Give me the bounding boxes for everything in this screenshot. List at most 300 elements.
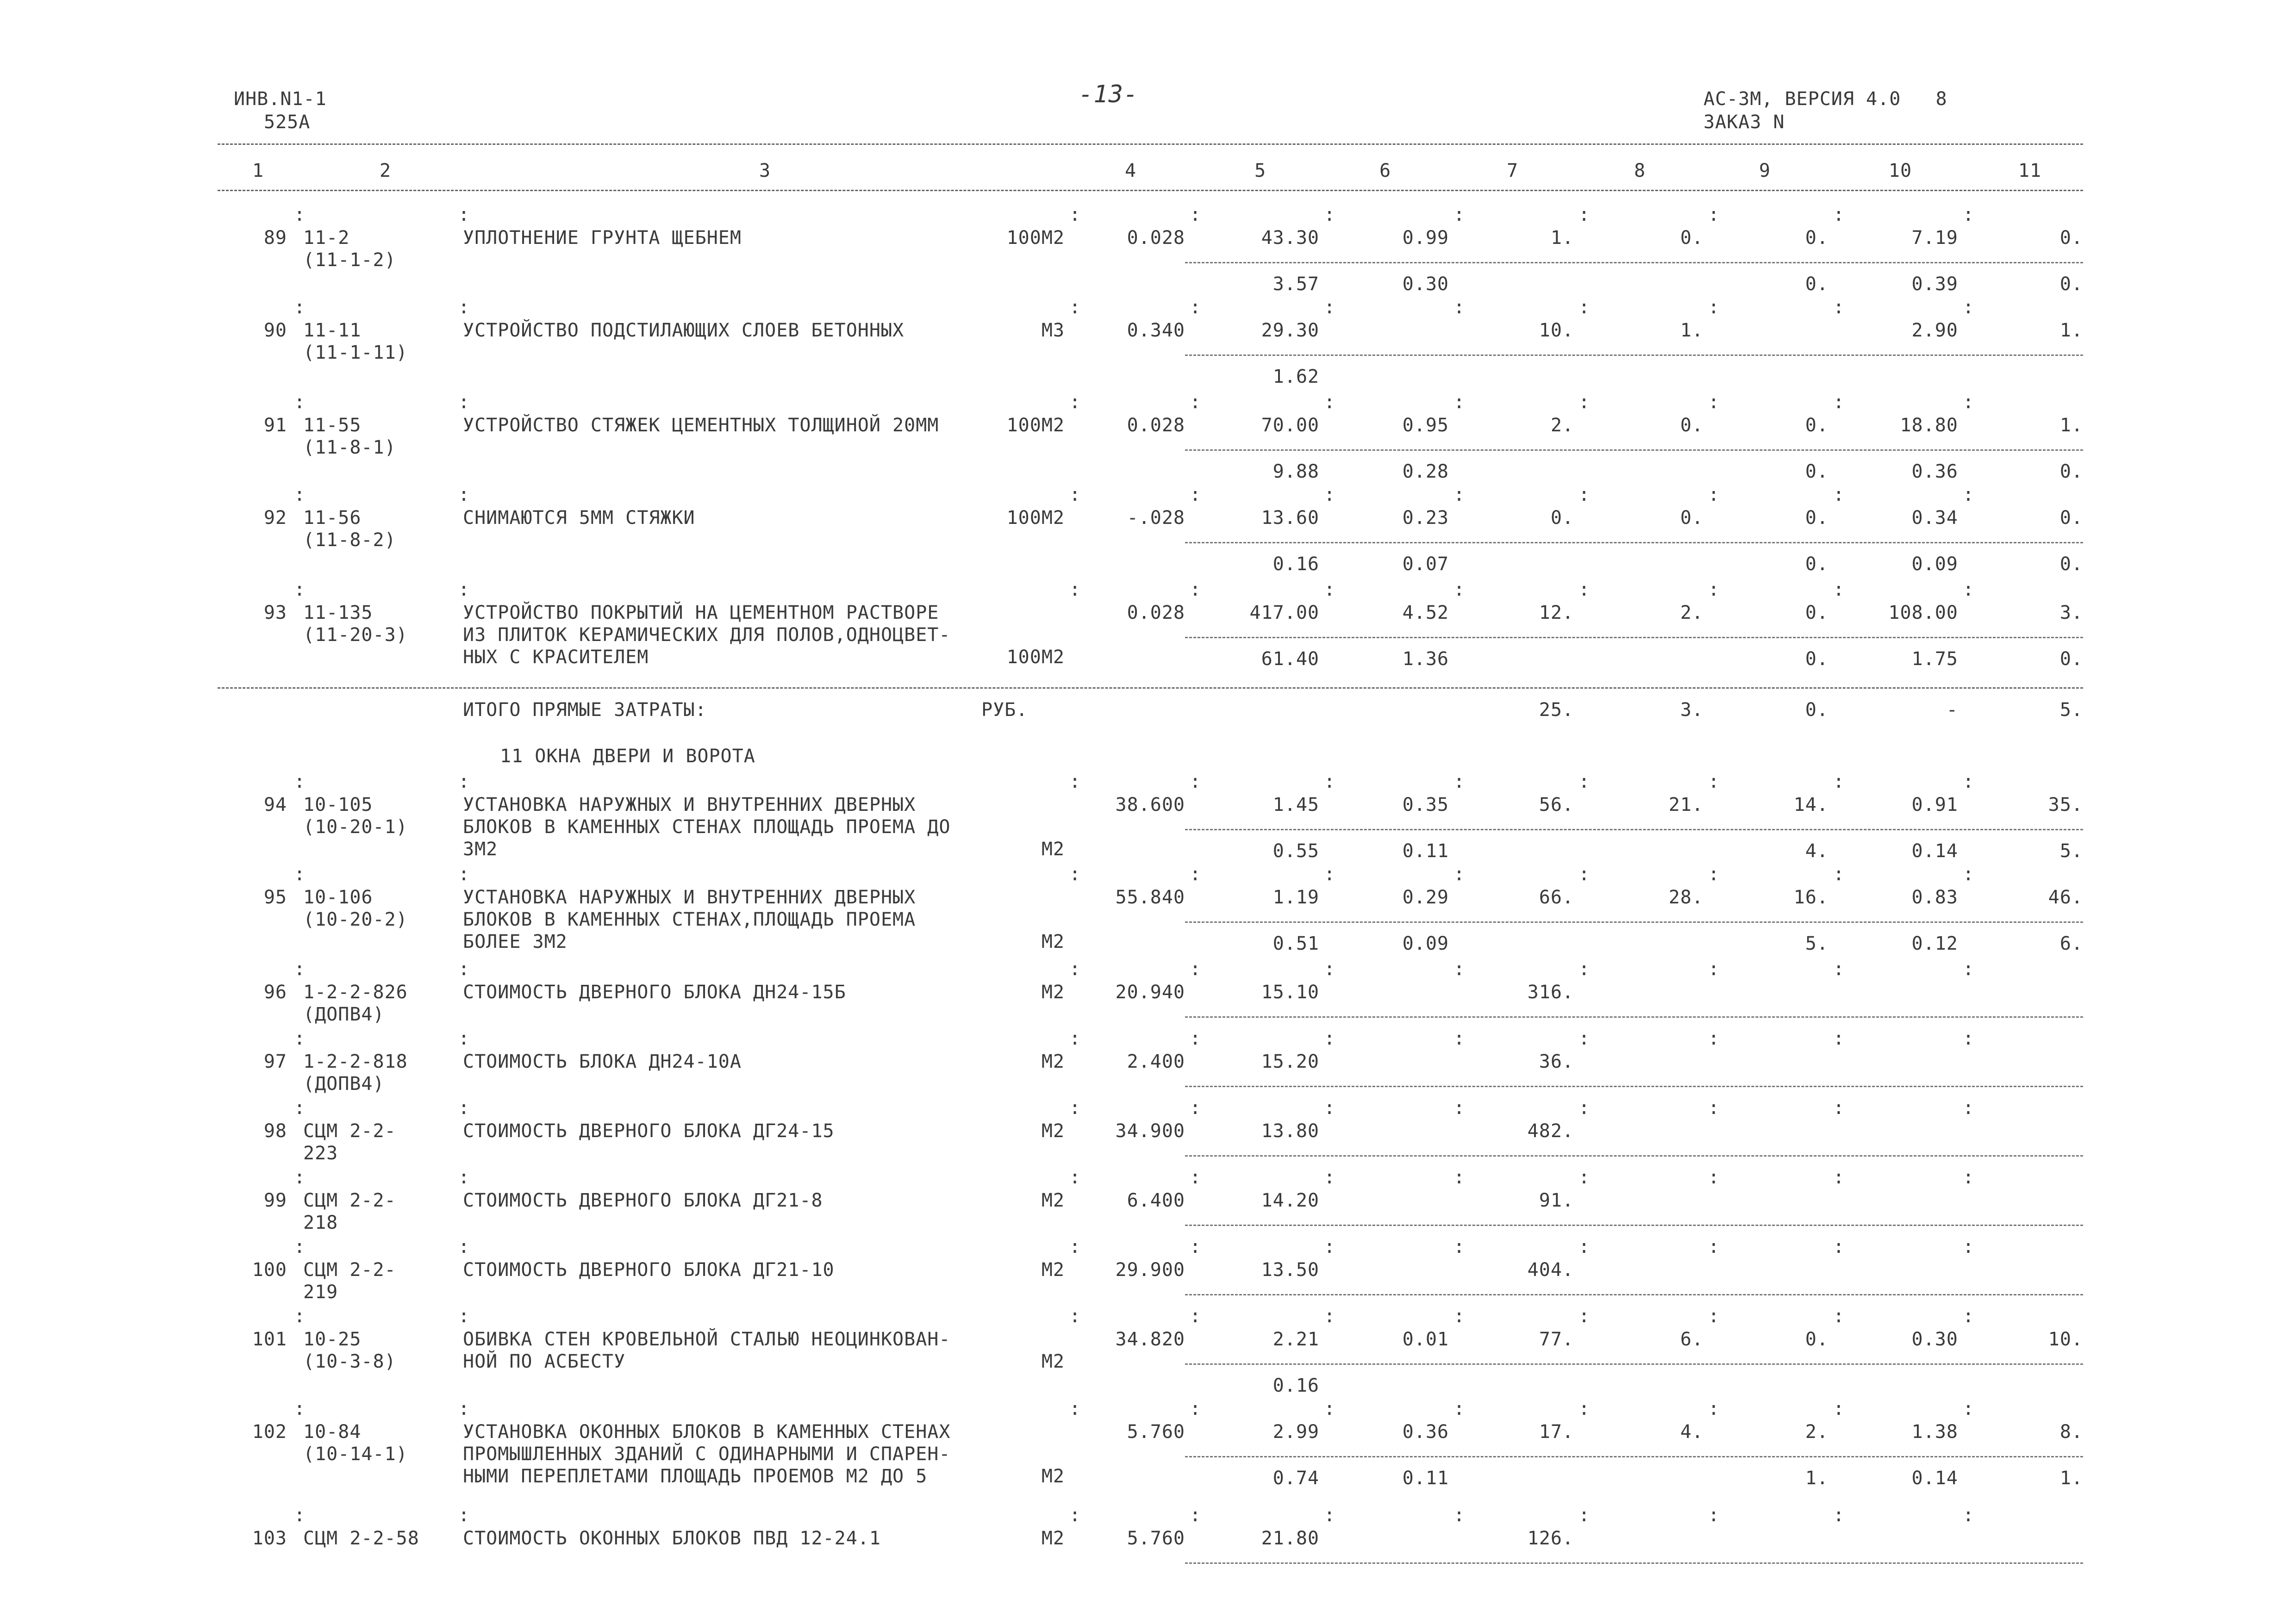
column-separator: :	[1963, 297, 1975, 318]
row-subdivider	[1185, 1562, 2083, 1564]
column-separator: :	[1190, 1236, 1202, 1257]
row-number: 101	[252, 1329, 287, 1350]
column-separator: :	[1069, 1398, 1081, 1419]
cell-col6: 0.99	[1402, 227, 1449, 249]
column-separator: :	[294, 1505, 306, 1526]
row-quantity: 6.400	[1127, 1190, 1185, 1211]
column-separator: :	[1963, 1306, 1975, 1327]
column-separator: :	[1578, 864, 1591, 885]
column-separator: :	[1833, 1167, 1845, 1188]
row-quantity: 34.900	[1115, 1120, 1185, 1142]
cell-col5-sub: 9.88	[1273, 461, 1319, 482]
row-code-ref: 218	[303, 1212, 338, 1233]
row-description: СТОИМОСТЬ ОКОННЫХ БЛОКОВ ПВД 12-24.1	[463, 1528, 881, 1549]
total-label: ИТОГО ПРЯМЫЕ ЗАТРАТЫ:	[463, 699, 707, 721]
cell-col10: 108.00	[1888, 602, 1958, 623]
cell-col8: 6.	[1680, 1329, 1703, 1350]
column-separator: :	[1708, 392, 1720, 413]
column-header-9: 9	[1759, 160, 1771, 181]
column-separator: :	[1324, 392, 1336, 413]
total-col9: 0.	[1805, 699, 1828, 721]
cell-col9-sub: 4.	[1805, 840, 1828, 862]
column-separator: :	[1833, 1505, 1845, 1526]
column-separator: :	[1708, 1306, 1720, 1327]
column-separator: :	[458, 1236, 470, 1257]
column-separator: :	[1833, 1236, 1845, 1257]
column-separator: :	[1069, 204, 1081, 225]
cell-col7: 126.	[1527, 1528, 1574, 1549]
row-subdivider	[1185, 1456, 2083, 1457]
column-separator: :	[1708, 771, 1720, 792]
cell-col5: 1.19	[1273, 887, 1319, 908]
header-rule-top	[218, 143, 2083, 145]
row-subdivider	[1185, 542, 2083, 543]
cell-col6: 0.01	[1402, 1329, 1449, 1350]
column-separator: :	[1578, 1167, 1591, 1188]
row-description-2: БЛОКОВ В КАМЕННЫХ СТЕНАХ,ПЛОЩАДЬ ПРОЕМА	[463, 909, 916, 930]
column-separator: :	[1708, 1097, 1720, 1119]
column-header-7: 7	[1507, 160, 1519, 181]
row-unit: М2	[1041, 931, 1065, 952]
row-code: 11-135	[303, 602, 373, 623]
total-unit: РУБ.	[981, 699, 1028, 721]
column-separator: :	[1708, 1236, 1720, 1257]
column-separator: :	[294, 484, 306, 505]
column-separator: :	[1190, 1097, 1202, 1119]
row-subdivider	[1185, 829, 2083, 830]
column-separator: :	[294, 1306, 306, 1327]
cell-col11: 1.	[2059, 320, 2083, 341]
column-separator: :	[1190, 484, 1202, 505]
column-separator: :	[294, 204, 306, 225]
row-description: СТОИМОСТЬ ДВЕРНОГО БЛОКА ДГ21-10	[463, 1259, 835, 1281]
column-separator: :	[1190, 1167, 1202, 1188]
column-separator: :	[1833, 1028, 1845, 1049]
cell-col10: 0.91	[1911, 794, 1958, 815]
column-separator: :	[294, 1236, 306, 1257]
cell-col5-sub: 3.57	[1273, 274, 1319, 295]
column-separator: :	[458, 484, 470, 505]
cell-col7: 404.	[1527, 1259, 1574, 1281]
column-separator: :	[1324, 1236, 1336, 1257]
cell-col10-sub: 0.12	[1911, 933, 1958, 954]
column-separator: :	[1963, 1097, 1975, 1119]
column-separator: :	[1578, 204, 1591, 225]
column-separator: :	[458, 771, 470, 792]
column-separator: :	[1190, 297, 1202, 318]
column-separator: :	[1324, 958, 1336, 980]
cell-col5-sub: 61.40	[1261, 648, 1319, 670]
cell-col5: 13.50	[1261, 1259, 1319, 1281]
column-separator: :	[1963, 484, 1975, 505]
row-code-ref: (10-20-1)	[303, 816, 408, 838]
cell-col10: 0.83	[1911, 887, 1958, 908]
cell-col7: 17.	[1539, 1421, 1574, 1443]
row-unit: 100М2	[1006, 415, 1065, 436]
row-code: 10-105	[303, 794, 373, 815]
cell-col10: 2.90	[1911, 320, 1958, 341]
row-quantity: 0.028	[1127, 415, 1185, 436]
column-header-1: 1	[252, 160, 264, 181]
cell-col6: 0.95	[1402, 415, 1449, 436]
column-separator: :	[1190, 204, 1202, 225]
cell-col5: 2.99	[1273, 1421, 1319, 1443]
column-separator: :	[1324, 864, 1336, 885]
page-number: -13-	[1079, 81, 1139, 108]
cell-col6-sub: 0.28	[1402, 461, 1449, 482]
inventory-number: ИНВ.N1-1	[234, 88, 327, 110]
column-separator: :	[1324, 1306, 1336, 1327]
column-separator: :	[458, 1306, 470, 1327]
column-separator: :	[1708, 297, 1720, 318]
cell-col5: 70.00	[1261, 415, 1319, 436]
column-separator: :	[458, 297, 470, 318]
row-description: УПЛОТНЕНИЕ ГРУНТА ЩЕБНЕМ	[463, 227, 742, 249]
cell-col7: 91.	[1539, 1190, 1574, 1211]
row-code: СЦМ 2-2-	[303, 1120, 396, 1142]
cell-col11-sub: 0.	[2059, 554, 2083, 575]
column-separator: :	[1454, 579, 1466, 600]
column-separator: :	[1190, 1306, 1202, 1327]
column-separator: :	[294, 579, 306, 600]
column-separator: :	[1708, 484, 1720, 505]
column-separator: :	[1454, 1236, 1466, 1257]
order-number: ЗАКАЗ N	[1703, 112, 1785, 133]
cell-col9-sub: 0.	[1805, 461, 1828, 482]
row-number: 93	[263, 602, 287, 623]
cell-col5: 15.10	[1261, 982, 1319, 1003]
row-description-2: ИЗ ПЛИТОК КЕРАМИЧЕСКИХ ДЛЯ ПОЛОВ,ОДНОЦВЕТ-	[463, 624, 951, 646]
cell-col11: 1.	[2059, 415, 2083, 436]
column-header-6: 6	[1379, 160, 1391, 181]
cell-col6: 0.23	[1402, 507, 1449, 529]
row-subdivider	[1185, 1086, 2083, 1087]
column-separator: :	[1708, 1398, 1720, 1419]
row-subdivider	[1185, 1155, 2083, 1157]
column-separator: :	[1324, 297, 1336, 318]
cell-col7: 2.	[1550, 415, 1574, 436]
column-separator: :	[458, 1167, 470, 1188]
row-code-ref: (11-8-2)	[303, 529, 396, 551]
cell-col9: 0.	[1805, 507, 1828, 529]
cell-col6-sub: 0.30	[1402, 274, 1449, 295]
cell-col6: 0.35	[1402, 794, 1449, 815]
row-quantity: -.028	[1127, 507, 1185, 529]
column-separator: :	[1578, 1398, 1591, 1419]
row-number: 97	[263, 1051, 287, 1072]
cell-col7: 77.	[1539, 1329, 1574, 1350]
section-title: 11 ОКНА ДВЕРИ И ВОРОТА	[500, 746, 755, 767]
row-number: 91	[263, 415, 287, 436]
cell-col9: 16.	[1793, 887, 1828, 908]
column-separator: :	[1578, 579, 1591, 600]
row-code-ref: (ДОПВ4)	[303, 1004, 385, 1025]
cell-col6: 0.36	[1402, 1421, 1449, 1443]
row-quantity: 0.028	[1127, 602, 1185, 623]
column-separator: :	[1324, 1028, 1336, 1049]
row-quantity: 20.940	[1115, 982, 1185, 1003]
column-separator: :	[1069, 1028, 1081, 1049]
cell-col11-sub: 0.	[2059, 648, 2083, 670]
cell-col9: 2.	[1805, 1421, 1828, 1443]
column-separator: :	[1833, 484, 1845, 505]
cell-col11: 35.	[2048, 794, 2083, 815]
header-rule-bottom	[218, 190, 2083, 191]
column-separator: :	[1578, 771, 1591, 792]
cell-col6-sub: 0.07	[1402, 554, 1449, 575]
column-separator: :	[458, 958, 470, 980]
cell-col5: 13.80	[1261, 1120, 1319, 1142]
row-subdivider	[1185, 1294, 2083, 1295]
row-unit: 100М2	[1006, 507, 1065, 529]
row-number: 102	[252, 1421, 287, 1443]
cell-col11: 0.	[2059, 507, 2083, 529]
cell-col5-sub: 0.51	[1273, 933, 1319, 954]
row-number: 99	[263, 1190, 287, 1211]
cell-col9: 14.	[1793, 794, 1828, 815]
total-separator	[218, 687, 2083, 689]
column-separator: :	[1578, 297, 1591, 318]
row-code: СЦМ 2-2-58	[303, 1528, 419, 1549]
column-separator: :	[1069, 1236, 1081, 1257]
column-separator: :	[1069, 1306, 1081, 1327]
column-separator: :	[458, 392, 470, 413]
column-header-10: 10	[1889, 160, 1912, 181]
column-separator: :	[1833, 297, 1845, 318]
cell-col8: 4.	[1680, 1421, 1703, 1443]
row-code: 10-25	[303, 1329, 362, 1350]
row-code: 11-11	[303, 320, 362, 341]
row-code: 1-2-2-818	[303, 1051, 408, 1072]
row-description: ОБИВКА СТЕН КРОВЕЛЬНОЙ СТАЛЬЮ НЕОЦИНКОВАН-	[463, 1329, 951, 1350]
column-separator: :	[1454, 1167, 1466, 1188]
column-separator: :	[458, 579, 470, 600]
column-header-8: 8	[1634, 160, 1646, 181]
column-header-5: 5	[1254, 160, 1267, 181]
column-separator: :	[1069, 297, 1081, 318]
column-separator: :	[1324, 771, 1336, 792]
column-separator: :	[1324, 484, 1336, 505]
column-separator: :	[1963, 392, 1975, 413]
row-description-3: НЫХ С КРАСИТЕЛЕМ	[463, 647, 649, 668]
column-separator: :	[294, 958, 306, 980]
row-description: УСТАНОВКА НАРУЖНЫХ И ВНУТРЕННИХ ДВЕРНЫХ	[463, 794, 916, 815]
cell-col7: 10.	[1539, 320, 1574, 341]
column-separator: :	[1454, 864, 1466, 885]
column-separator: :	[1324, 1167, 1336, 1188]
row-description: СТОИМОСТЬ БЛОКА ДН24-10А	[463, 1051, 742, 1072]
column-separator: :	[1069, 1097, 1081, 1119]
row-unit: М2	[1041, 1120, 1065, 1142]
row-code: СЦМ 2-2-	[303, 1259, 396, 1281]
column-separator: :	[1454, 1398, 1466, 1419]
column-separator: :	[1454, 484, 1466, 505]
row-quantity: 29.900	[1115, 1259, 1185, 1281]
column-separator: :	[1578, 1236, 1591, 1257]
column-separator: :	[1069, 579, 1081, 600]
row-quantity: 55.840	[1115, 887, 1185, 908]
cell-col9: 0.	[1805, 602, 1828, 623]
row-unit: 100М2	[1006, 647, 1065, 668]
column-header-3: 3	[759, 160, 771, 181]
column-separator: :	[1324, 204, 1336, 225]
cell-col7: 482.	[1527, 1120, 1574, 1142]
column-separator: :	[1833, 204, 1845, 225]
column-separator: :	[294, 1028, 306, 1049]
column-separator: :	[1833, 579, 1845, 600]
row-code-ref: (ДОПВ4)	[303, 1073, 385, 1095]
column-header-2: 2	[380, 160, 392, 181]
cell-col5: 2.21	[1273, 1329, 1319, 1350]
cell-col11: 10.	[2048, 1329, 2083, 1350]
row-subdivider	[1185, 1016, 2083, 1018]
row-number: 92	[263, 507, 287, 529]
column-separator: :	[1963, 1167, 1975, 1188]
column-separator: :	[1190, 1505, 1202, 1526]
column-separator: :	[1578, 1028, 1591, 1049]
column-separator: :	[1190, 864, 1202, 885]
cell-col5: 21.80	[1261, 1528, 1319, 1549]
row-code-ref: 223	[303, 1143, 338, 1164]
column-separator: :	[1454, 1505, 1466, 1526]
cell-col7: 1.	[1550, 227, 1574, 249]
cell-col8: 21.	[1668, 794, 1703, 815]
column-separator: :	[458, 864, 470, 885]
cell-col11: 8.	[2059, 1421, 2083, 1443]
cell-col5-sub: 0.74	[1273, 1468, 1319, 1489]
cell-col7: 316.	[1527, 982, 1574, 1003]
cell-col11-sub: 0.	[2059, 461, 2083, 482]
cell-col5: 14.20	[1261, 1190, 1319, 1211]
row-description: УСТАНОВКА ОКОННЫХ БЛОКОВ В КАМЕННЫХ СТЕНАХ	[463, 1421, 951, 1443]
column-separator: :	[1324, 1398, 1336, 1419]
cell-col9-sub: 0.	[1805, 554, 1828, 575]
row-code: 10-84	[303, 1421, 362, 1443]
column-separator: :	[1963, 579, 1975, 600]
column-separator: :	[1833, 1097, 1845, 1119]
column-separator: :	[1069, 958, 1081, 980]
cell-col11: 0.	[2059, 227, 2083, 249]
cell-col8: 0.	[1680, 507, 1703, 529]
cell-col9-sub: 0.	[1805, 274, 1828, 295]
row-description-3: БОЛЕЕ 3М2	[463, 931, 568, 952]
cell-col10: 0.30	[1911, 1329, 1958, 1350]
cell-col11: 3.	[2059, 602, 2083, 623]
row-subdivider	[1185, 1363, 2083, 1365]
column-separator: :	[1454, 1306, 1466, 1327]
cell-col7: 12.	[1539, 602, 1574, 623]
row-code-ref: (10-3-8)	[303, 1351, 396, 1372]
cell-col6: 0.29	[1402, 887, 1449, 908]
column-separator: :	[1190, 1028, 1202, 1049]
row-description: СНИМАЮТСЯ 5ММ СТЯЖКИ	[463, 507, 695, 529]
column-separator: :	[1833, 1306, 1845, 1327]
cell-col5-sub: 0.16	[1273, 554, 1319, 575]
column-separator: :	[1190, 771, 1202, 792]
row-description-2: БЛОКОВ В КАМЕННЫХ СТЕНАХ ПЛОЩАДЬ ПРОЕМА ДО	[463, 816, 951, 838]
column-separator: :	[294, 392, 306, 413]
column-separator: :	[458, 1398, 470, 1419]
inventory-sub: 525А	[264, 112, 311, 133]
column-separator: :	[294, 771, 306, 792]
cell-col9: 0.	[1805, 1329, 1828, 1350]
row-code: 1-2-2-826	[303, 982, 408, 1003]
row-subdivider	[1185, 355, 2083, 356]
column-separator: :	[1833, 864, 1845, 885]
cell-col10-sub: 0.09	[1911, 554, 1958, 575]
row-number: 94	[263, 794, 287, 815]
row-quantity: 0.028	[1127, 227, 1185, 249]
row-quantity: 5.760	[1127, 1528, 1185, 1549]
column-separator: :	[1578, 1097, 1591, 1119]
column-separator: :	[1578, 392, 1591, 413]
cell-col11-sub: 6.	[2059, 933, 2083, 954]
cell-col7: 56.	[1539, 794, 1574, 815]
column-separator: :	[1708, 204, 1720, 225]
column-header-4: 4	[1125, 160, 1137, 181]
cell-col9: 0.	[1805, 415, 1828, 436]
row-code-ref: (11-20-3)	[303, 624, 408, 646]
cell-col10-sub: 0.14	[1911, 1468, 1958, 1489]
column-separator: :	[1833, 958, 1845, 980]
cell-col8: 1.	[1680, 320, 1703, 341]
cell-col10-sub: 0.14	[1911, 840, 1958, 862]
cell-col7: 36.	[1539, 1051, 1574, 1072]
column-separator: :	[1963, 1028, 1975, 1049]
row-quantity: 5.760	[1127, 1421, 1185, 1443]
column-separator: :	[294, 864, 306, 885]
column-separator: :	[1454, 297, 1466, 318]
row-number: 95	[263, 887, 287, 908]
column-separator: :	[294, 1167, 306, 1188]
row-unit: М3	[1041, 320, 1065, 341]
row-number: 89	[263, 227, 287, 249]
cell-col9-sub: 5.	[1805, 933, 1828, 954]
cell-col6: 4.52	[1402, 602, 1449, 623]
column-separator: :	[1069, 771, 1081, 792]
cell-col6-sub: 0.11	[1402, 1468, 1449, 1489]
column-separator: :	[1324, 1097, 1336, 1119]
cell-col5: 29.30	[1261, 320, 1319, 341]
cell-col11-sub: 1.	[2059, 1468, 2083, 1489]
cell-col6-sub: 0.11	[1402, 840, 1449, 862]
column-separator: :	[1833, 392, 1845, 413]
column-separator: :	[458, 1028, 470, 1049]
row-description: СТОИМОСТЬ ДВЕРНОГО БЛОКА ДГ24-15	[463, 1120, 835, 1142]
cell-col5: 13.60	[1261, 507, 1319, 529]
column-separator: :	[294, 1398, 306, 1419]
row-unit: М2	[1041, 982, 1065, 1003]
column-separator: :	[1708, 1167, 1720, 1188]
cell-col8: 0.	[1680, 415, 1703, 436]
cell-col5: 1.45	[1273, 794, 1319, 815]
column-header-11: 11	[2018, 160, 2042, 181]
row-code: СЦМ 2-2-	[303, 1190, 396, 1211]
row-description: УСТРОЙСТВО СТЯЖЕК ЦЕМЕНТНЫХ ТОЛЩИНОЙ 20ММ	[463, 415, 939, 436]
row-number: 98	[263, 1120, 287, 1142]
column-separator: :	[1454, 771, 1466, 792]
total-col10: -	[1946, 699, 1958, 721]
column-separator: :	[1190, 958, 1202, 980]
row-quantity: 34.820	[1115, 1329, 1185, 1350]
cell-col5: 417.00	[1249, 602, 1319, 623]
row-unit: М2	[1041, 1259, 1065, 1281]
row-code-ref: (10-14-1)	[303, 1444, 408, 1465]
cell-col11-sub: 5.	[2059, 840, 2083, 862]
row-unit: М2	[1041, 1351, 1065, 1372]
column-separator: :	[1454, 958, 1466, 980]
cell-col9: 0.	[1805, 227, 1828, 249]
